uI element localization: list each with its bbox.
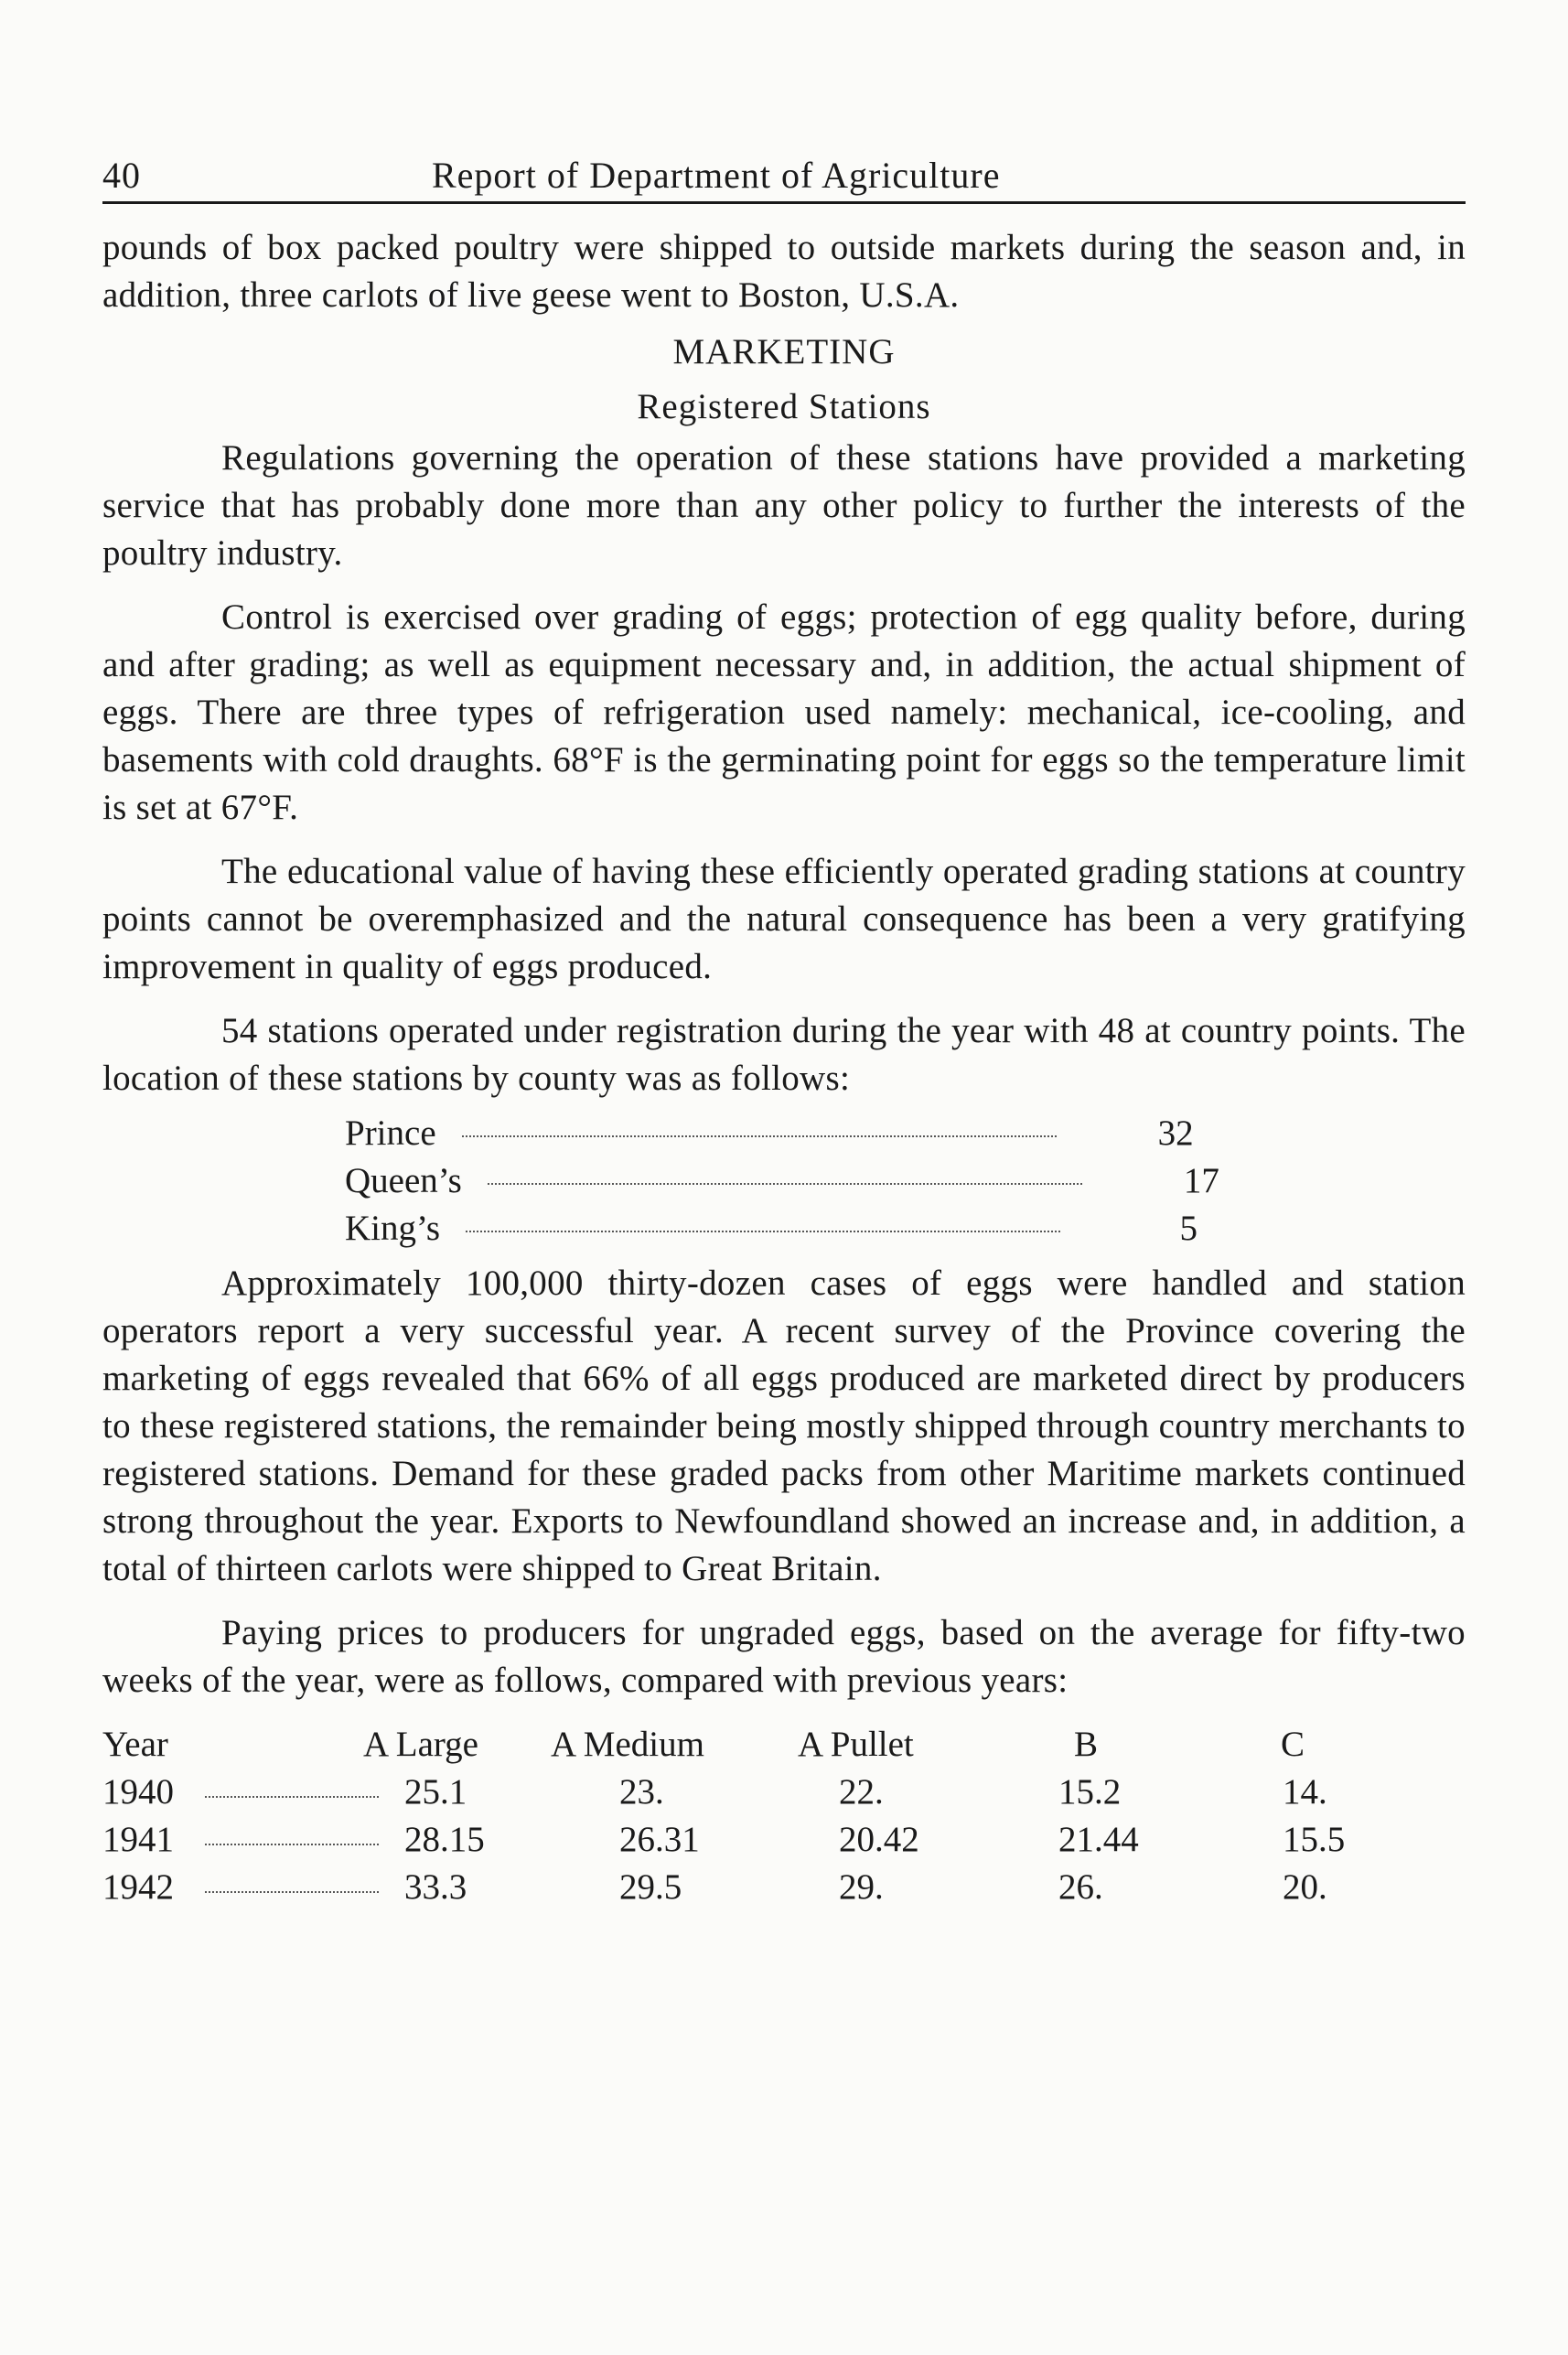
table-cell: 14.: [1283, 1772, 1327, 1812]
page-number: 40: [102, 155, 141, 196]
leader-dots: [466, 1231, 1060, 1232]
table-row: [102, 1769, 1466, 1816]
county-count: 5: [1179, 1209, 1198, 1248]
table-cell: 33.3: [404, 1867, 467, 1907]
table-cell: 1941: [102, 1820, 174, 1859]
paragraph-stations: 54 stations operated under registration during the year with 48 at country points. The location of these stations by county was as follows:: [102, 1011, 1466, 1098]
subsection-heading: Registered Stations: [637, 387, 931, 426]
running-title: Report of Department of Agriculture: [432, 155, 1001, 196]
county-name: Queen’s: [345, 1161, 462, 1200]
column-header-a-large: A Large: [363, 1725, 478, 1764]
list-item: [345, 1110, 1324, 1157]
document-page: [102, 137, 1466, 1911]
paragraph-educational: The educational value of having these efficiently operated grading stations at country points cannot be overemphasized and the natural consequence has been a very gratifying improvement in quality of eggs produced.: [102, 852, 1466, 986]
table-cell: 28.15: [404, 1820, 485, 1859]
leader-dots: [462, 1135, 1057, 1137]
county-list: [345, 1110, 1324, 1253]
column-header-b: B: [1074, 1725, 1099, 1764]
table-cell: 29.: [839, 1867, 884, 1907]
table-cell: 26.: [1058, 1867, 1103, 1907]
paragraph-control: Control is exercised over grading of eggs; protection of egg quality before, during and after grading; as well as equipment necessary and, in addition, the actual shipment of eggs. There are three types of refrigeration used namely: mechanical, ice-cooling, and basements with cold draughts. 68°F is the germinating point for eggs so the temperature limit is set at 67°F.: [102, 597, 1466, 827]
table-header-row: [102, 1721, 1466, 1769]
table-cell: 20.: [1283, 1867, 1327, 1907]
county-name: King’s: [345, 1209, 441, 1248]
county-name: Prince: [345, 1113, 436, 1153]
paragraph-regulations: Regulations governing the operation of these stations have provided a marketing service that has probably done more than any other policy to further the interests of the poultry industry.: [102, 438, 1466, 573]
county-count: 32: [1157, 1113, 1194, 1153]
table-cell: 1942: [102, 1867, 174, 1907]
column-header-year: Year: [102, 1725, 168, 1764]
list-item: [345, 1157, 1324, 1205]
table-row: [102, 1864, 1466, 1911]
column-header-a-medium: A Medium: [551, 1725, 704, 1764]
leader-dots: [205, 1769, 379, 1798]
body-text: [102, 224, 1466, 319]
table-cell: 20.42: [839, 1820, 919, 1859]
paragraph-approximately: Approximately 100,000 thirty-dozen cases of eggs were handled and station operators report a very successful year. A recent survey of the Province covering the marketing of eggs revealed that 66% of all eggs produced are marketed direct by producers to these registered stations, the remainder being mostly shipped through country merchants to registered stations. Demand for these graded packs from other Maritime markets continued strong throughout the year. Exports to Newfoundland showed an increase and, in addition, a total of thirteen carlots were shipped to Great Britain.: [102, 1264, 1466, 1588]
table-cell: 15.2: [1058, 1772, 1122, 1812]
intro-paragraph: pounds of box packed poultry were shipped to outside markets during the season and, in addition, three carlots of live geese went to Boston, U.S.A.: [102, 228, 1466, 315]
table-cell: 1940: [102, 1772, 174, 1812]
table-cell: 25.1: [404, 1772, 467, 1812]
county-count: 17: [1183, 1161, 1219, 1200]
table-row: [102, 1816, 1466, 1864]
table-cell: 22.: [839, 1772, 884, 1812]
column-header-c: C: [1281, 1725, 1305, 1764]
table-cell: 29.5: [619, 1867, 682, 1907]
paragraph-prices: Paying prices to producers for ungraded eggs, based on the average for fifty-two weeks of the year, were as follows, compared with previous years:: [102, 1613, 1466, 1700]
column-header-a-pullet: A Pullet: [798, 1725, 914, 1764]
leader-dots: [488, 1183, 1082, 1185]
section-heading: MARKETING: [672, 332, 896, 371]
list-item: [345, 1205, 1324, 1253]
table-cell: 21.44: [1058, 1820, 1139, 1859]
table-cell: 15.5: [1283, 1820, 1346, 1859]
table-cell: 26.31: [619, 1820, 700, 1859]
leader-dots: [205, 1864, 379, 1893]
table-cell: 23.: [619, 1772, 664, 1812]
leader-dots: [205, 1816, 379, 1845]
price-table: [102, 1721, 1466, 1911]
page-header: [102, 137, 1466, 204]
